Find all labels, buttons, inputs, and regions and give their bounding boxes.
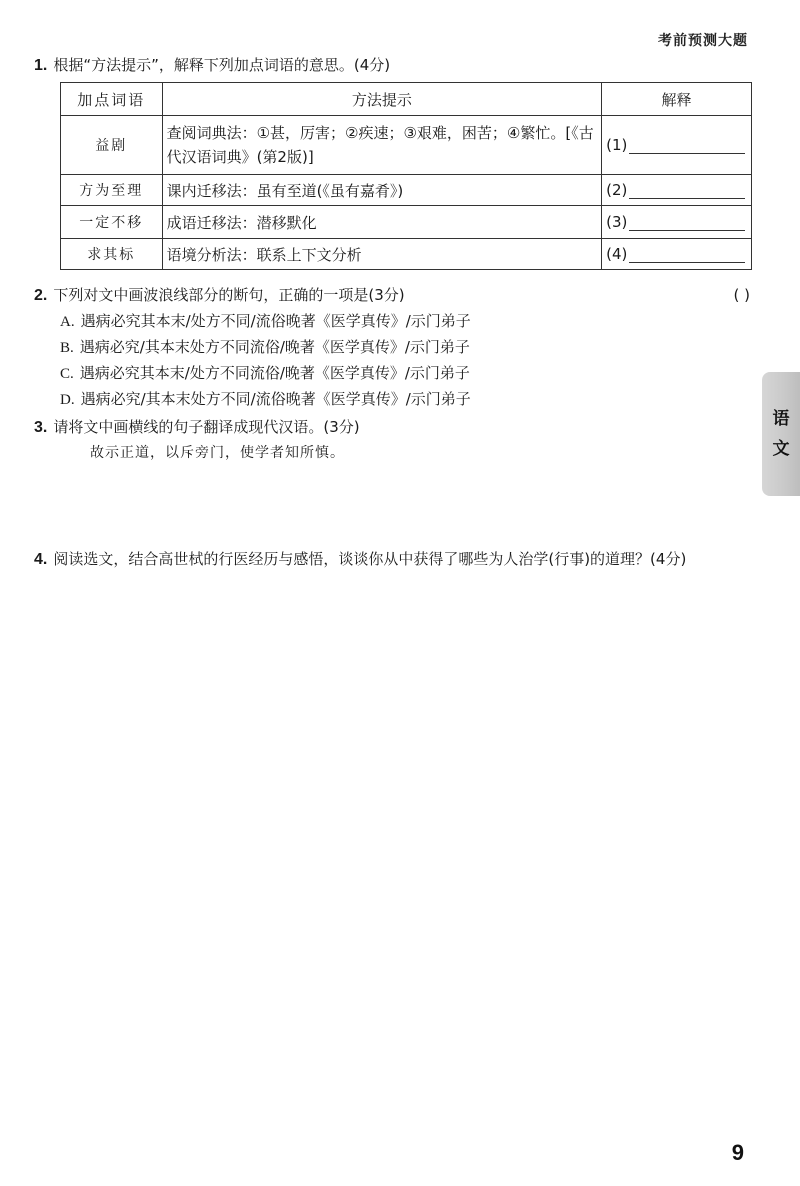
question-4 (34, 548, 686, 571)
option-text: 遇病必究其本末/处方不同/流俗晚著《医学真传》/示门弟子 (80, 312, 471, 330)
answer-cell[interactable] (602, 239, 752, 270)
dotted-word: 求其标 (61, 239, 163, 270)
question-3-number: 3. (34, 419, 48, 436)
answer-label: (4) (606, 245, 628, 263)
question-2-number: 2. (34, 287, 48, 304)
answer-label: (2) (606, 181, 628, 199)
table-header-row (61, 83, 752, 116)
subject-side-tab (762, 372, 800, 496)
answer-blank[interactable] (629, 139, 745, 154)
option-text: 遇病必究/其本末处方不同/流俗晚著《医学真传》/示门弟子 (80, 390, 471, 408)
answer-label: (3) (606, 213, 628, 231)
table-header-hint: 方法提示 (162, 83, 602, 116)
option-text: 遇病必究/其本末处方不同流俗/晚著《医学真传》/示门弟子 (79, 338, 470, 356)
option-a[interactable] (60, 310, 471, 333)
question-1-number: 1. (34, 57, 48, 74)
option-b[interactable] (60, 336, 470, 359)
question-3-text: 请将文中画横线的句子翻译成现代汉语。(3分) (53, 418, 360, 436)
answer-blank[interactable] (629, 216, 745, 231)
method-hint: 课内迁移法：虽有至道(《虽有嘉肴》) (162, 175, 602, 206)
question-1 (34, 54, 390, 77)
side-tab-char: 语 (772, 409, 790, 429)
answer-cell[interactable] (602, 175, 752, 206)
method-hint: 语境分析法：联系上下文分析 (162, 239, 602, 270)
option-d[interactable] (60, 388, 471, 411)
option-label: A. (60, 314, 75, 330)
translation-sentence: 故示正道，以斥旁门，使学者知所慎。 (90, 445, 345, 461)
table-row (61, 175, 752, 206)
answer-blank[interactable] (629, 184, 745, 199)
option-text: 遇病必究其本末/处方不同流俗/晚著《医学真传》/示门弟子 (79, 364, 470, 382)
section-header: 考前预测大题 (658, 33, 748, 49)
method-hint: 成语迁移法：潜移默化 (162, 206, 602, 239)
option-c[interactable] (60, 362, 470, 385)
answer-cell[interactable] (602, 206, 752, 239)
question-1-text: 根据“方法提示”，解释下列加点词语的意思。(4分) (53, 56, 391, 74)
answer-label: (1) (606, 136, 628, 154)
question-2-text: 下列对文中画波浪线部分的断句，正确的一项是(3分) (53, 286, 405, 304)
table-row (61, 206, 752, 239)
table-header-word: 加点词语 (61, 83, 163, 116)
method-hint: 查阅词典法：①甚，厉害；②疾速；③艰难，困苦；④繁忙。[《古代汉语词典》(第2版)] (162, 116, 602, 175)
question-4-text: 阅读选文，结合高世栻的行医经历与感悟，谈谈你从中获得了哪些为人治学(行事)的道理？(4分) (53, 550, 687, 568)
answer-cell[interactable] (602, 116, 752, 175)
page-number: 9 (731, 1140, 744, 1165)
question-2 (34, 284, 405, 307)
table-header-answer: 解释 (602, 83, 752, 116)
option-label: D. (60, 392, 75, 408)
answer-paren[interactable]: ( ) (733, 286, 750, 304)
question-4-number: 4. (34, 551, 48, 568)
dotted-word: 方为至理 (61, 175, 163, 206)
method-hint-table (60, 82, 752, 270)
side-tab-char: 文 (772, 439, 790, 459)
table-row (61, 239, 752, 270)
option-label: B. (60, 340, 74, 356)
answer-blank[interactable] (629, 248, 745, 263)
option-label: C. (60, 366, 74, 382)
dotted-word: 益剧 (61, 116, 163, 175)
dotted-word: 一定不移 (61, 206, 163, 239)
question-3 (34, 416, 360, 439)
table-row (61, 116, 752, 175)
